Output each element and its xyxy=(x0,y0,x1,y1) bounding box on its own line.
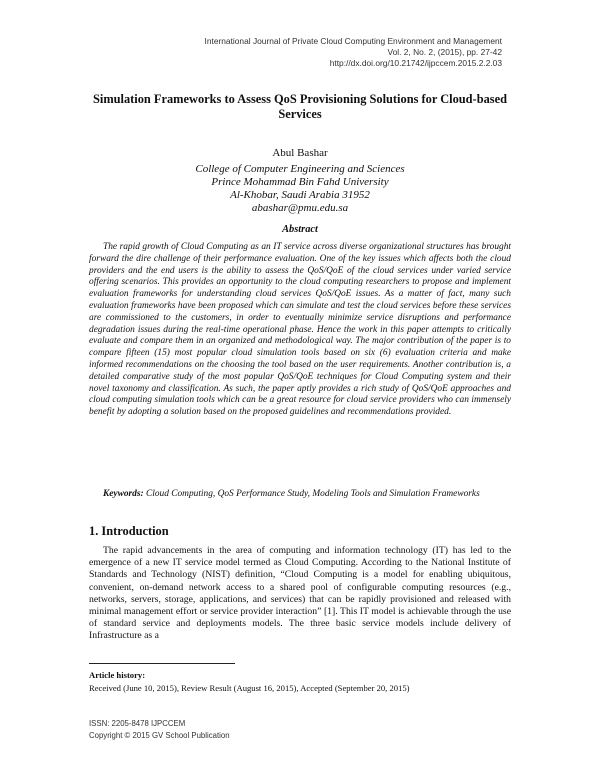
abstract-heading: Abstract xyxy=(282,224,318,235)
introduction-text: The rapid advancements in the area of computing and information technology (IT) has led to the emergence of a new IT service model termed as Cloud Computing. According to the National Institute of Standards and Technology (NIST) definition, “Cloud Computing is a model for enabling ubiquitous, convenient, on-demand network access to a shared pool of configurable computing resources (e.g., networks, servers, storage, applications, and services) that can be rapidly provisioned and released with minimal management effort or service provider interaction” [1]. This IT model is achievable through the use of standard service and deployments models. The three basic service models include delivery of Infrastructure as a xyxy=(89,545,511,642)
abstract-text: The rapid growth of Cloud Computing as an IT service across diverse organizational structures has brought forward the dire challenge of their performance evaluation. One of the key issues which affects both the cloud providers and the end users is the ability to assess the QoS/QoE of the cloud services under varied service offering scenarios. This provides an opportunity to the cloud computing researchers to propose and implement evaluation frameworks for understanding cloud services QoS/QoE issues. As a matter of fact, many such evaluation frameworks have been proposed which can simulate and test the cloud services before these services are commissioned to the customers, in order to eventually minimize service disruptions and performance degradation issues during the real-time operational phase. Hence the work in this paper attempts to critically evaluate and compare them in an organized and methodological way. The major contribution of the paper is to compare fifteen (15) most popular cloud simulation tools based on six (6) evaluation criteria and make informed recommendations on the choosing the tool based on the user requirements. Another contribution is, a detailed comparative study of the most popular QoS/QoE techniques for Cloud Computing system and their novel taxonomy and classification. As such, the paper aptly provides a rich study of QoS/QoE approaches and cloud computing simulation tools which can be a great resource for cloud service providers who can immensely benefit by adopting a solution based on the proposed guidelines and recommendations provided. xyxy=(89,242,511,418)
article-history-text: Received (June 10, 2015), Review Result (August 16, 2015), Accepted (September 20, 2015) xyxy=(89,683,410,693)
section-heading-introduction: 1. Introduction xyxy=(89,524,169,538)
affiliation xyxy=(0,163,600,215)
author-email[interactable]: abashar@pmu.edu.sa xyxy=(251,202,349,214)
footer-issn: ISSN: 2205-8478 IJPCCEM xyxy=(89,719,186,728)
affiliation-university: Prince Mohammad Bin Fahd University xyxy=(211,176,389,188)
keywords-text: Cloud Computing, QoS Performance Study, Modeling Tools and Simulation Frameworks xyxy=(145,489,480,499)
journal-name: International Journal of Private Cloud Computing Environment and Management xyxy=(204,36,502,46)
paper-title: Simulation Frameworks to Assess QoS Provisioning Solutions for Cloud-based Services xyxy=(92,92,507,121)
journal-doi[interactable]: http://dx.doi.org/10.21742/ijpccem.2015.2.2.03 xyxy=(329,58,502,68)
affiliation-location: Al-Khobar, Saudi Arabia 31952 xyxy=(230,189,370,201)
journal-header xyxy=(122,36,502,69)
affiliation-college: College of Computer Engineering and Sciences xyxy=(195,163,405,175)
author-name: Abul Bashar xyxy=(272,147,328,159)
footnote-divider xyxy=(89,663,235,664)
page-footer xyxy=(89,718,230,742)
journal-volume: Vol. 2, No. 2, (2015), pp. 27-42 xyxy=(387,47,502,57)
keywords-label: Keywords: xyxy=(103,489,144,499)
keywords xyxy=(89,489,511,501)
footer-copyright: Copyright © 2015 GV School Publication xyxy=(89,731,230,740)
article-history-heading: Article history: xyxy=(89,670,146,680)
